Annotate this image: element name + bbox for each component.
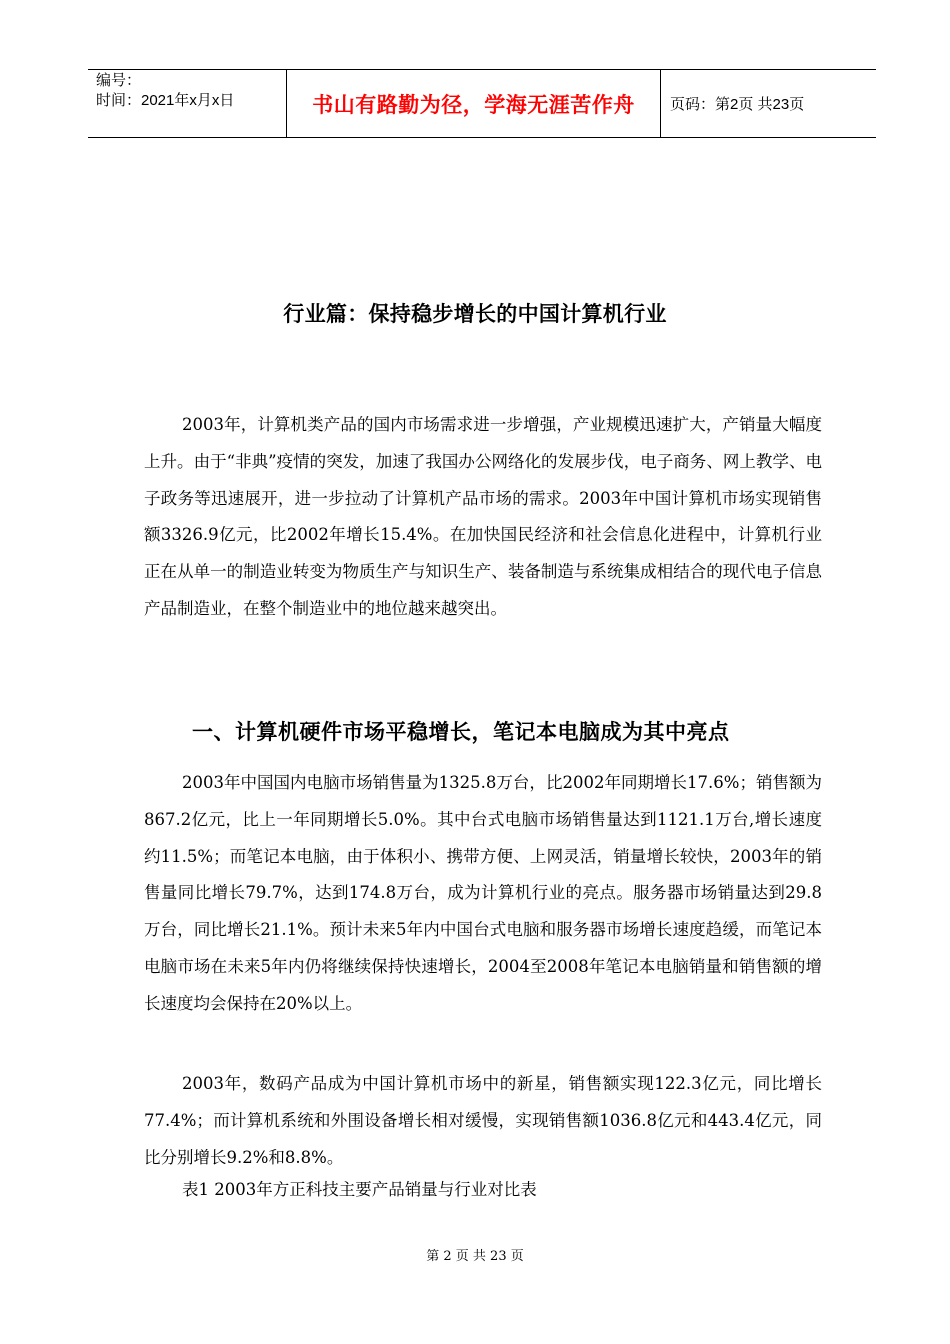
section-paragraph-2: 2003年，数码产品成为中国计算机市场中的新星，销售额实现122.3亿元，同比增长77.4%；而计算机系统和外围设备增长相对缓慢，实现销售额1036.8亿元和443.4亿元，同比分别增长9.2%和8.8%。: [144, 1074, 822, 1167]
header-motto: 书山有路勤为径，学海无涯苦作舟: [287, 70, 661, 137]
page-header: [88, 69, 876, 138]
doc-number-label: 编号：: [96, 72, 142, 89]
table-caption: 表1 2003年方正科技主要产品销量与行业对比表: [182, 1180, 537, 1199]
page-footer: 第 2 页 共 23 页: [426, 1249, 524, 1264]
document-title: 行业篇：保持稳步增长的中国计算机行业: [283, 302, 667, 326]
header-page-info: 页码：第2页 共23页: [670, 96, 805, 113]
header-meta: [88, 70, 287, 137]
section-paragraph-1: 2003年中国国内电脑市场销售量为1325.8万台，比2002年同期增长17.6%；销售额为867.2亿元，比上一年同期增长5.0%。其中台式电脑市场销售量达到1121.1万台,增长速度约11.5%；而笔记本电脑，由于体积小、携带方便、上网灵活，销量增长较快，2003年的销售量同比增长79.7%，达到174.8万台，成为计算机行业的亮点。服务器市场销量达到29.8万台，同比增长21.1%。预计未来5年内中国台式电脑和服务器市场增长速度趋缓，而笔记本电脑市场在未来5年内仍将继续保持快速增长，2004至2008年笔记本电脑销量和销售额的增长速度均会保持在20%以上。: [144, 773, 822, 1013]
section-heading: 一、计算机硬件市场平稳增长，笔记本电脑成为其中亮点: [192, 719, 730, 744]
intro-paragraph: 2003年，计算机类产品的国内市场需求进一步增强，产业规模迅速扩大，产销量大幅度上升。由于“非典”疫情的突发，加速了我国办公网络化的发展步伐，电子商务、网上教学、电子政务等迅速展开，进一步拉动了计算机产品市场的需求。2003年中国计算机市场实现销售额3326.9亿元，比2002年增长15.4%。在加快国民经济和社会信息化进程中，计算机行业正在从单一的制造业转变为物质生产与知识生产、装备制造与系统集成相结合的现代电子信息产品制造业，在整个制造业中的地位越来越突出。: [144, 415, 822, 618]
doc-time-label: 时间：2021年x月x日: [96, 92, 235, 109]
